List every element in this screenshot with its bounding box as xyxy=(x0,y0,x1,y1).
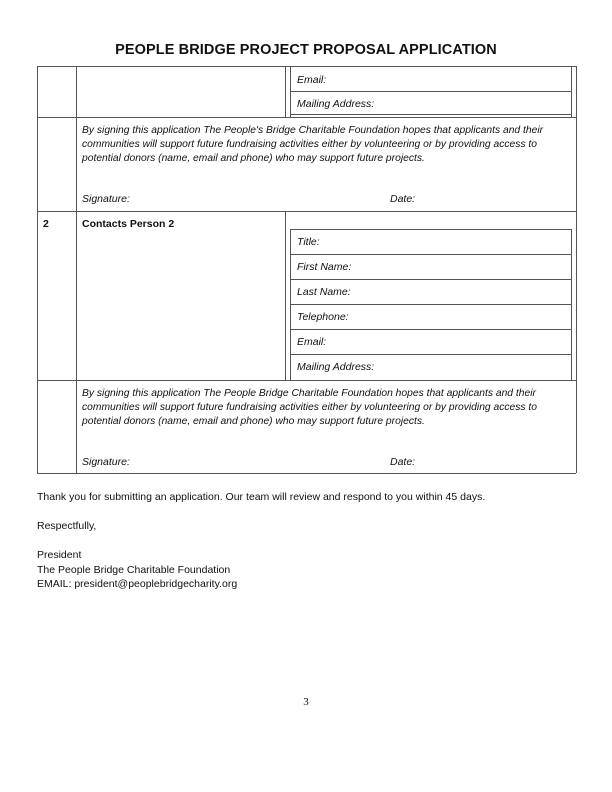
page-title: PEOPLE BRIDGE PROJECT PROPOSAL APPLICATION xyxy=(115,42,497,58)
contact-email-line: EMAIL: president@peoplebridgecharity.org xyxy=(37,578,238,590)
contact2-first-name-field[interactable]: First Name: xyxy=(297,261,352,273)
contact2-email-field[interactable]: Email: xyxy=(297,336,327,348)
contact1-email-field[interactable]: Email: xyxy=(297,74,327,86)
contact1-mailing-address-field[interactable]: Mailing Address: xyxy=(297,98,375,110)
consent-statement-2: By signing this application The People Bridge Charitable Foundation hopes that applicants and their communities will support future fundraising activities either by volunteering or by providing access to potential donors (name, email and phone) who may support future projects. xyxy=(82,388,537,427)
signature-field-1[interactable]: Signature: xyxy=(82,193,130,205)
thank-you-message: Thank you for submitting an application. Our team will review and respond to you within 45 days. xyxy=(37,491,486,503)
contact2-mailing-address-field[interactable]: Mailing Address: xyxy=(297,361,375,373)
date-field-1[interactable]: Date: xyxy=(390,193,416,205)
signoff-text: Respectfully, xyxy=(37,520,97,532)
contact2-last-name-field[interactable]: Last Name: xyxy=(297,286,351,298)
organization-name: The People Bridge Charitable Foundation xyxy=(37,564,231,576)
contact2-telephone-field[interactable]: Telephone: xyxy=(297,311,349,323)
row-number-2: 2 xyxy=(43,218,49,230)
signature-field-2[interactable]: Signature: xyxy=(82,456,130,468)
signer-role: President xyxy=(37,549,82,561)
contact2-title-field[interactable]: Title: xyxy=(297,236,320,248)
contact2-heading: Contacts Person 2 xyxy=(82,218,175,230)
page-number: 3 xyxy=(303,696,309,708)
consent-statement-1: By signing this application The People's Bridge Charitable Foundation hopes that applicants and their communities will support future fundraising activities either by volunteering or by providing access to potential donors (name, email and phone) who may support future projects. xyxy=(82,125,544,164)
date-field-2[interactable]: Date: xyxy=(390,456,416,468)
